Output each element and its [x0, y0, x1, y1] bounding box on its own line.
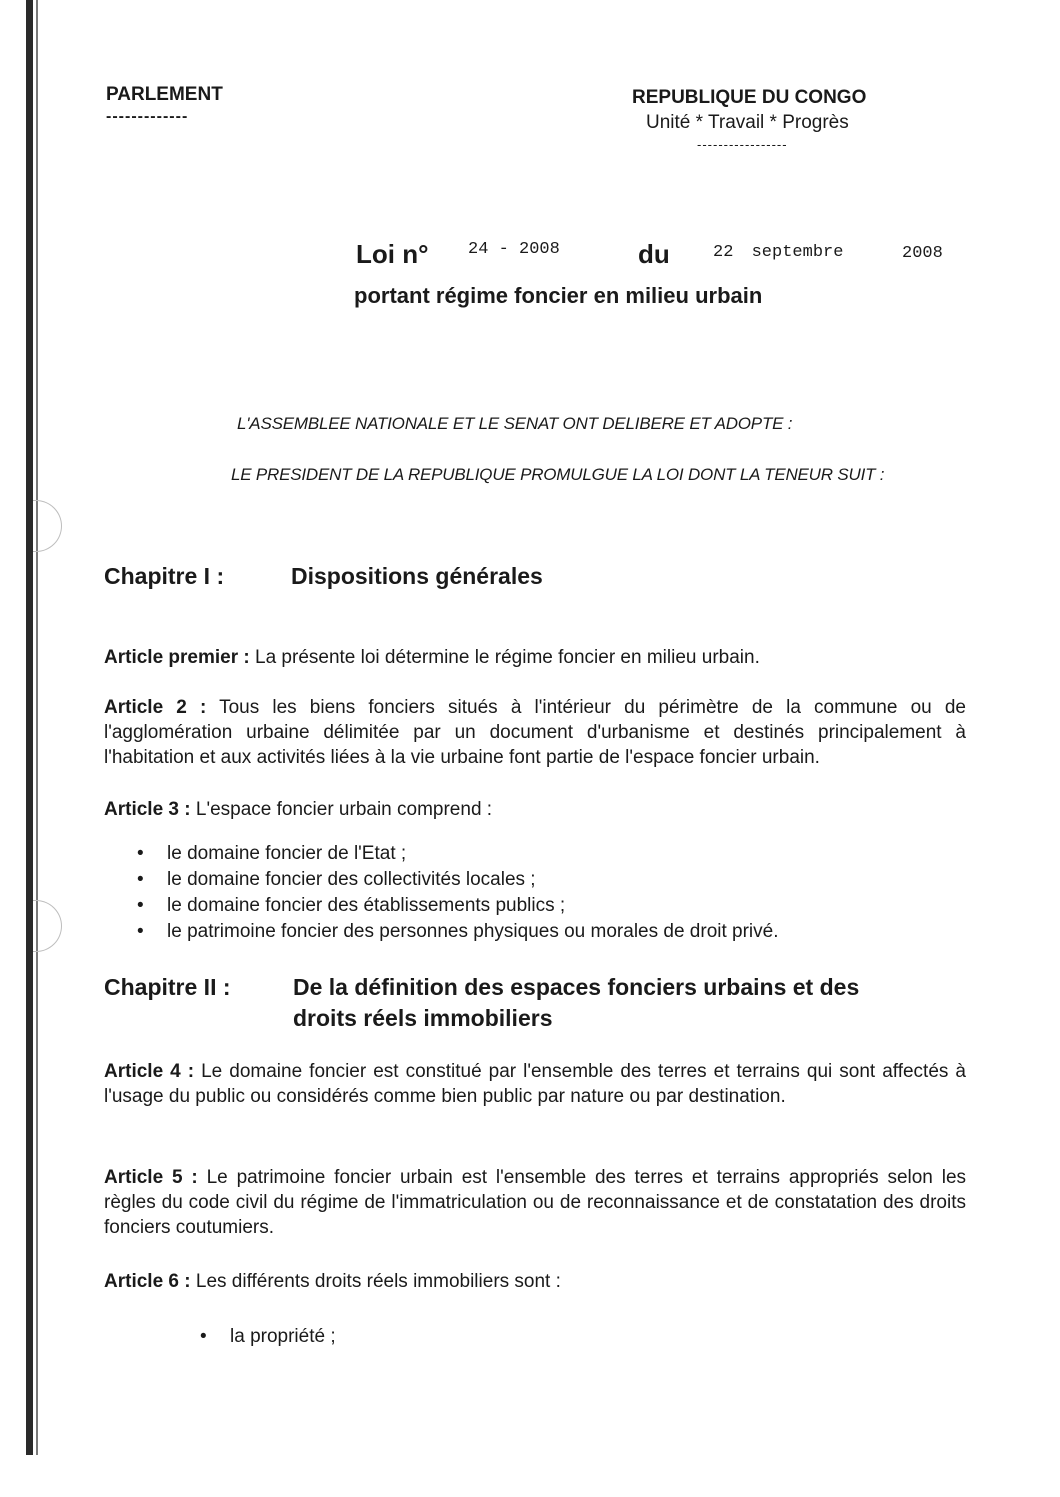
article-5-label: Article 5 :	[104, 1167, 198, 1188]
parliament-rule: -------------	[106, 108, 189, 125]
article-2-label: Article 2 :	[104, 697, 207, 718]
article-3-text: L'espace foncier urbain comprend :	[195, 799, 493, 820]
law-du: du	[638, 239, 670, 269]
republic-motto: Unité * Travail * Progrès	[646, 112, 849, 133]
article-5	[104, 1165, 966, 1240]
law-year: 2008	[902, 244, 943, 263]
article-3	[104, 797, 966, 822]
list-item: • le domaine foncier de l'Etat ;	[137, 841, 779, 867]
list-item: • la propriété ;	[200, 1324, 336, 1350]
list-item: • le domaine foncier des collectivités locales ;	[137, 867, 779, 893]
law-subtitle: portant régime foncier en milieu urbain	[354, 283, 763, 308]
republic-rule: -----------------	[697, 137, 788, 152]
chapter-2-label: Chapitre II :	[104, 974, 231, 1000]
scan-binding-shadow	[36, 0, 38, 1455]
article-2-text: Tous les biens fonciers situés à l'intérieur du périmètre de la commune ou de l'agglomération urbaine délimitée par un document d'urbanisme et destinés principalement à l'habitation et aux activités liées à la vie urbaine font partie de l'espace foncier urbain.	[104, 697, 966, 768]
article-1	[104, 645, 968, 670]
law-day-month: 22 septembre	[713, 243, 844, 262]
article-5-text: Le patrimoine foncier urbain est l'ensemble des terres et terrains appropriés selon les règles du code civil du régime de l'immatriculation ou de reconnaissance et de constatation des droits fonciers coutumiers.	[104, 1167, 967, 1238]
preamble-line-1: L'ASSEMBLEE NATIONALE ET LE SENAT ONT DELIBERE ET ADOPTE :	[237, 414, 793, 433]
article-3-label: Article 3 :	[104, 799, 191, 820]
punch-hole-top	[33, 500, 62, 552]
chapter-2-title-line-1: De la définition des espaces fonciers urbains et des	[293, 974, 860, 1000]
punch-hole-bottom	[33, 900, 62, 952]
article-3-list	[137, 841, 779, 945]
article-6-list	[200, 1324, 336, 1350]
article-4	[104, 1059, 966, 1109]
chapter-1-title: Dispositions générales	[291, 563, 543, 589]
article-4-text: Le domaine foncier est constitué par l'ensemble des terres et terrains qui sont affectés à l'usage du public ou considérés comme bien public par nature ou par destination.	[104, 1061, 966, 1107]
chapter-2-title-line-2: droits réels immobiliers	[293, 1005, 553, 1031]
article-6-label: Article 6 :	[104, 1271, 191, 1292]
article-2	[104, 695, 966, 770]
article-6	[104, 1269, 966, 1294]
republic-title: REPUBLIQUE DU CONGO	[632, 87, 867, 108]
article-4-label: Article 4 :	[104, 1061, 195, 1082]
law-prefix: Loi n°	[356, 239, 429, 269]
list-item: • le domaine foncier des établissements publics ;	[137, 893, 779, 919]
parliament-title: PARLEMENT	[106, 84, 223, 105]
article-1-text: La présente loi détermine le régime foncier en milieu urbain.	[255, 647, 760, 668]
scan-binding-edge	[26, 0, 33, 1455]
preamble-line-2: LE PRESIDENT DE LA REPUBLIQUE PROMULGUE LA LOI DONT LA TENEUR SUIT :	[231, 465, 885, 484]
list-item: • le patrimoine foncier des personnes physiques ou morales de droit privé.	[137, 919, 779, 945]
law-number: 24 - 2008	[468, 240, 560, 259]
chapter-1-label: Chapitre I :	[104, 563, 225, 589]
article-1-label: Article premier :	[104, 647, 250, 668]
article-6-text: Les différents droits réels immobiliers sont :	[195, 1271, 561, 1292]
